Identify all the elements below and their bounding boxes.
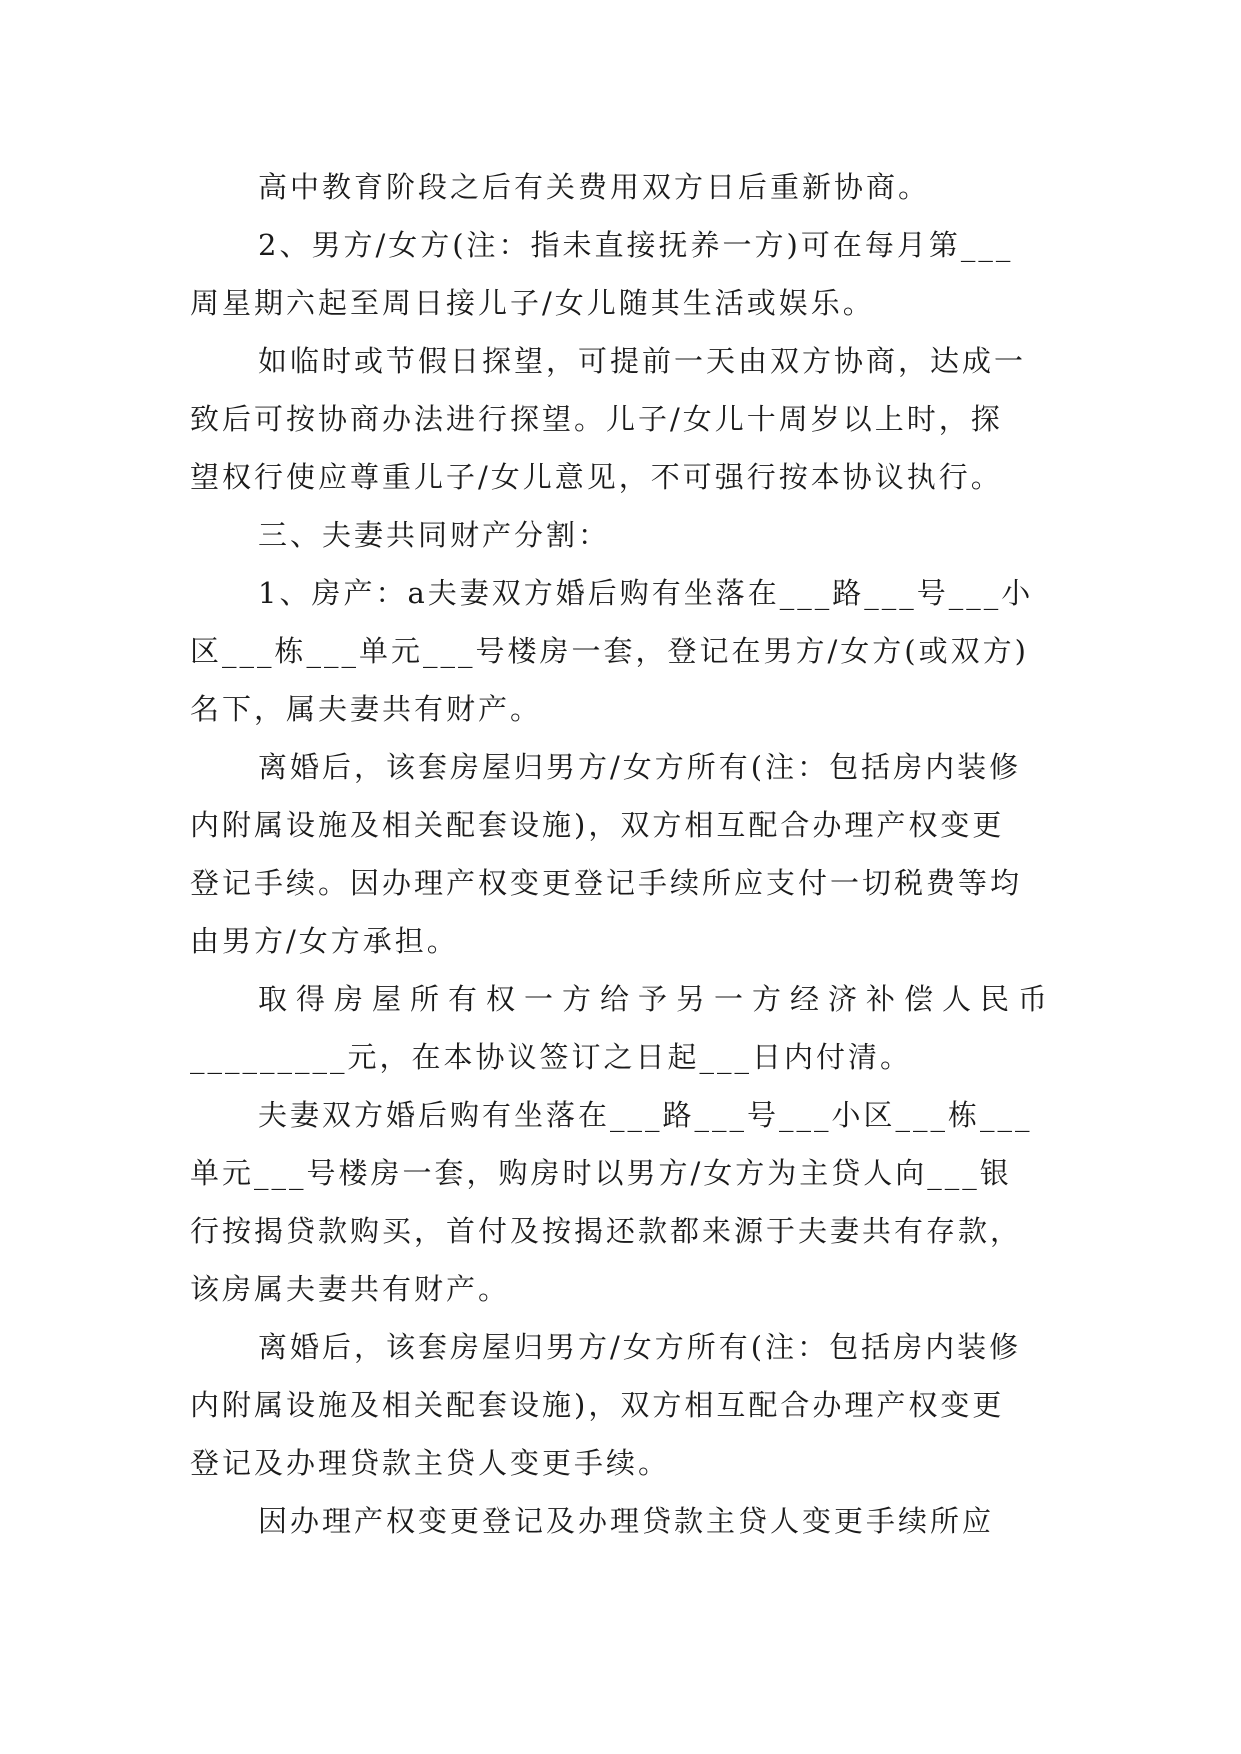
paragraph-line: 如临时或节假日探望，可提前一天由双方协商，达成一 [258,344,1027,378]
paragraph-line: 致后可按协商办法进行探望。儿子/女儿十周岁以上时，探 [190,402,1003,436]
paragraph-line: 1、房产：a夫妻双方婚后购有坐落在___路___号___小 [258,576,1034,610]
paragraph-line: 高中教育阶段之后有关费用双方日后重新协商。 [258,170,931,204]
paragraph-line: 内附属设施及相关配套设施)，双方相互配合办理产权变更 [190,808,1005,842]
document-body [190,158,1060,1550]
paragraph-line: 单元___号楼房一套，购房时以男方/女方为主贷人向___银 [190,1156,1012,1190]
paragraph-line: 区___栋___单元___号楼房一套，登记在男方/女方(或双方) [190,634,1029,668]
paragraph-line: 离婚后，该套房屋归男方/女方所有(注：包括房内装修 [258,750,1022,784]
paragraph-line: 因办理产权变更登记及办理贷款主贷人变更手续所应 [258,1504,995,1538]
paragraph-line: 周星期六起至周日接儿子/女儿随其生活或娱乐。 [190,286,875,320]
paragraph-line: 行按揭贷款购买，首付及按揭还款都来源于夫妻共有存款， [190,1214,1023,1248]
paragraph-line: 该房属夫妻共有财产。 [190,1272,511,1306]
paragraph-line: 登记手续。因办理产权变更登记手续所应支付一切税费等均 [190,866,1023,900]
paragraph-line: 内附属设施及相关配套设施)，双方相互配合办理产权变更 [190,1388,1005,1422]
section-heading: 三、夫妻共同财产分割： [258,518,611,552]
paragraph-line: 望权行使应尊重儿子/女儿意见，不可强行按本协议执行。 [190,460,1003,494]
paragraph-line: 离婚后，该套房屋归男方/女方所有(注：包括房内装修 [258,1330,1022,1364]
paragraph-line: 夫妻双方婚后购有坐落在___路___号___小区___栋___ [258,1098,1033,1132]
paragraph-line: 取得房屋所有权一方给予另一方经济补偿人民币 [258,982,1057,1016]
paragraph-line: 名下，属夫妻共有财产。 [190,692,543,726]
paragraph-line: 由男方/女方承担。 [190,924,459,958]
paragraph-line: 2、男方/女方(注：指未直接抚养一方)可在每月第___ [258,228,1014,262]
paragraph-line: _________元，在本协议签订之日起___日内付清。 [190,1040,913,1074]
paragraph-line: 登记及办理贷款主贷人变更手续。 [190,1446,671,1480]
